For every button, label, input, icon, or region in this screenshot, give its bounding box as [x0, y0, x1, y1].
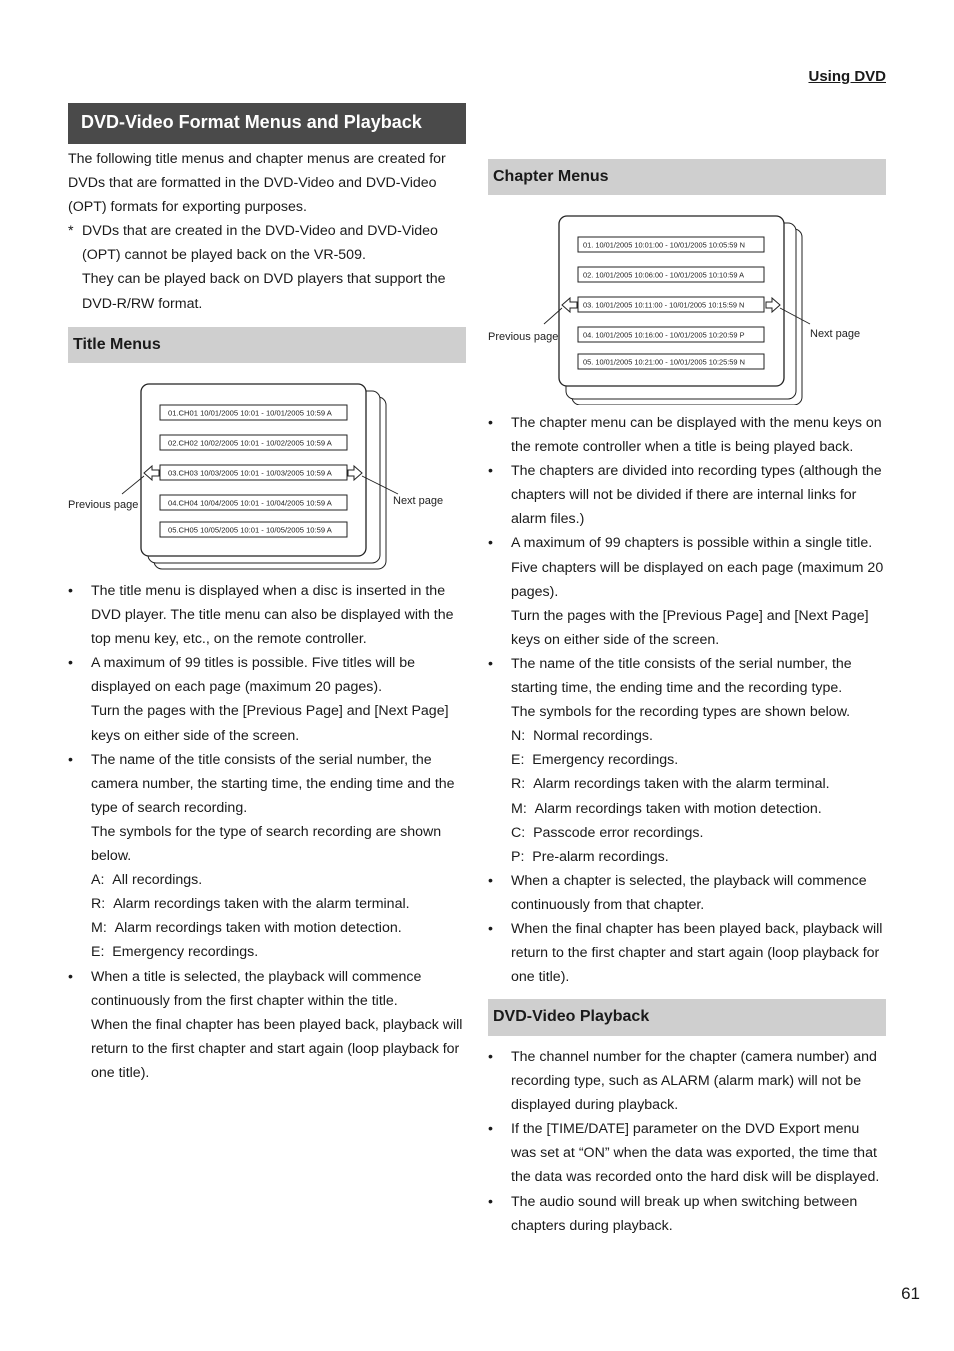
chapter-menu-diagram-svg — [484, 210, 884, 405]
intro-text: The following title menus and chapter menus are created for DVDs that are formatted in the DVD-Video and DVD-Video (OPT) formats for exporting purposes. — [68, 151, 446, 216]
title-entry-5: 05.CH05 10/05/2005 10:01 - 10/05/2005 10:59 A — [168, 525, 332, 535]
symbol-line: R: Alarm recordings taken with the alarm terminal. — [511, 776, 830, 793]
list-item: • The audio sound will break up when switching between chapters during playback. — [488, 1190, 888, 1238]
title-menu-diagram — [60, 378, 460, 573]
title-entry-1: 01.CH01 10/01/2005 10:01 - 10/01/2005 10:59 A — [168, 408, 332, 418]
symbol-line: A: All recordings. — [91, 872, 203, 889]
note-line-1: DVDs that are created in the DVD-Video and DVD-Video (OPT) cannot be played back on the VR-509. — [82, 223, 438, 264]
title-entry-4: 04.CH04 10/04/2005 10:01 - 10/04/2005 10:59 A — [168, 498, 332, 508]
previous-page-label: Previous page — [68, 499, 139, 511]
chapter-entry-3: 03. 10/01/2005 10:11:00 - 10/01/2005 10:15:59 N — [583, 300, 745, 310]
symbol-line: M: Alarm recordings taken with motion detection. — [91, 920, 402, 937]
symbol-line: P: Pre-alarm recordings. — [511, 848, 669, 865]
title-menu-diagram-svg — [60, 378, 460, 573]
symbol-line: C: Passcode error recordings. — [511, 824, 704, 841]
intro-section — [68, 147, 468, 316]
note-line-2: They can be played back on DVD players that support the DVD-R/RW format. — [82, 271, 446, 312]
list-item: • The chapter menu can be displayed with the menu keys on the remote controller when a title is being played back. — [488, 411, 888, 459]
list-item: • A maximum of 99 chapters is possible within a single title. Five chapters will be displayed on each page (maximum 20 pages). Turn the pages with the [Previous Page] and [Next Page] keys on either side of the screen. — [488, 531, 888, 651]
chapter-entry-2: 02. 10/01/2005 10:06:00 - 10/01/2005 10:10:59 A — [583, 270, 745, 280]
dvd-video-playback-list — [488, 1045, 888, 1238]
title-menus-body — [68, 579, 468, 1085]
intro-note — [68, 219, 468, 315]
previous-page-label: Previous page — [488, 331, 559, 343]
running-header: Using DVD — [808, 68, 886, 85]
next-page-label: Next page — [810, 328, 861, 340]
dvd-video-playback-body — [488, 1045, 888, 1238]
list-item: • The channel number for the chapter (camera number) and recording type, such as ALARM (alarm mark) will not be displayed during playback. — [488, 1045, 888, 1117]
symbol-line: E: Emergency recordings. — [511, 752, 679, 769]
symbol-line: R: Alarm recordings taken with the alarm terminal. — [91, 896, 410, 913]
page-number: 61 — [901, 1284, 920, 1303]
list-item: • When the final chapter has been played back, playback will return to the first chapter and start again (loop playback for one title). — [488, 917, 888, 989]
list-item: • The chapters are divided into recording types (although the chapters will not be divided if there are internal links for alarm files.) — [488, 459, 888, 531]
title-entry-3: 03.CH03 10/03/2005 10:01 - 10/03/2005 10:59 A — [168, 468, 332, 478]
title-entry-2: 02.CH02 10/02/2005 10:01 - 10/02/2005 10:59 A — [168, 438, 332, 448]
page-title: DVD-Video Format Menus and Playback — [68, 103, 466, 144]
title-menus-list — [68, 579, 468, 1085]
list-item: • The name of the title consists of the serial number, the camera number, the starting time, the ending time and the type of search recording. The symbols for the type of search recording are shown below. A: All recordings. R: Alarm recordings taken with the alarm terminal. M: Alarm recordings taken with motion detection. E: Emergency recordings. — [68, 748, 468, 965]
chapter-menus-heading: Chapter Menus — [488, 159, 886, 195]
list-item: • If the [TIME/DATE] parameter on the DVD Export menu was set at “ON” when the data was exported, the time that the data was recorded onto the hard disk will be displayed. — [488, 1117, 888, 1189]
chapter-entry-4: 04. 10/01/2005 10:16:00 - 10/01/2005 10:20:59 P — [583, 330, 745, 340]
dvd-video-playback-heading: DVD-Video Playback — [488, 999, 886, 1036]
next-page-label: Next page — [393, 495, 444, 507]
chapter-entry-5: 05. 10/01/2005 10:21:00 - 10/01/2005 10:25:59 N — [583, 357, 745, 367]
chapter-entry-1: 01. 10/01/2005 10:01:00 - 10/01/2005 10:05:59 N — [583, 240, 745, 250]
list-item: • The name of the title consists of the serial number, the starting time, the ending time and the recording type. The symbols for the recording types are shown below. N: Normal recordings. E: Emergency recordings. R: Alarm recordings taken with the alarm terminal. M: Alarm recordings taken with motion detection. C: Passcode error recordings. P: Pre-alarm recordings. — [488, 652, 888, 869]
list-item: • A maximum of 99 titles is possible. Five titles will be displayed on each page (maximum 20 pages). Turn the pages with the [Previous Page] and [Next Page] keys on either side of the screen. — [68, 651, 468, 747]
list-item: • The title menu is displayed when a disc is inserted in the DVD player. The title menu can also be displayed with the top menu key, etc., on the remote controller. — [68, 579, 468, 651]
symbol-line: M: Alarm recordings taken with motion detection. — [511, 800, 822, 817]
chapter-menus-body — [488, 411, 888, 989]
list-item: • When a chapter is selected, the playback will commence continuously from that chapter. — [488, 869, 888, 917]
title-menus-heading: Title Menus — [68, 327, 466, 363]
list-item: • When a title is selected, the playback will commence continuously from the first chapter within the title. When the final chapter has been played back, playback will return to the first chapter and start again (loop playback for one title). — [68, 965, 468, 1085]
symbol-line: E: Emergency recordings. — [91, 944, 259, 961]
chapter-menus-list — [488, 411, 888, 989]
symbol-line: N: Normal recordings. — [511, 728, 653, 745]
chapter-menu-diagram — [484, 210, 884, 405]
note-asterisk: * — [68, 223, 74, 240]
